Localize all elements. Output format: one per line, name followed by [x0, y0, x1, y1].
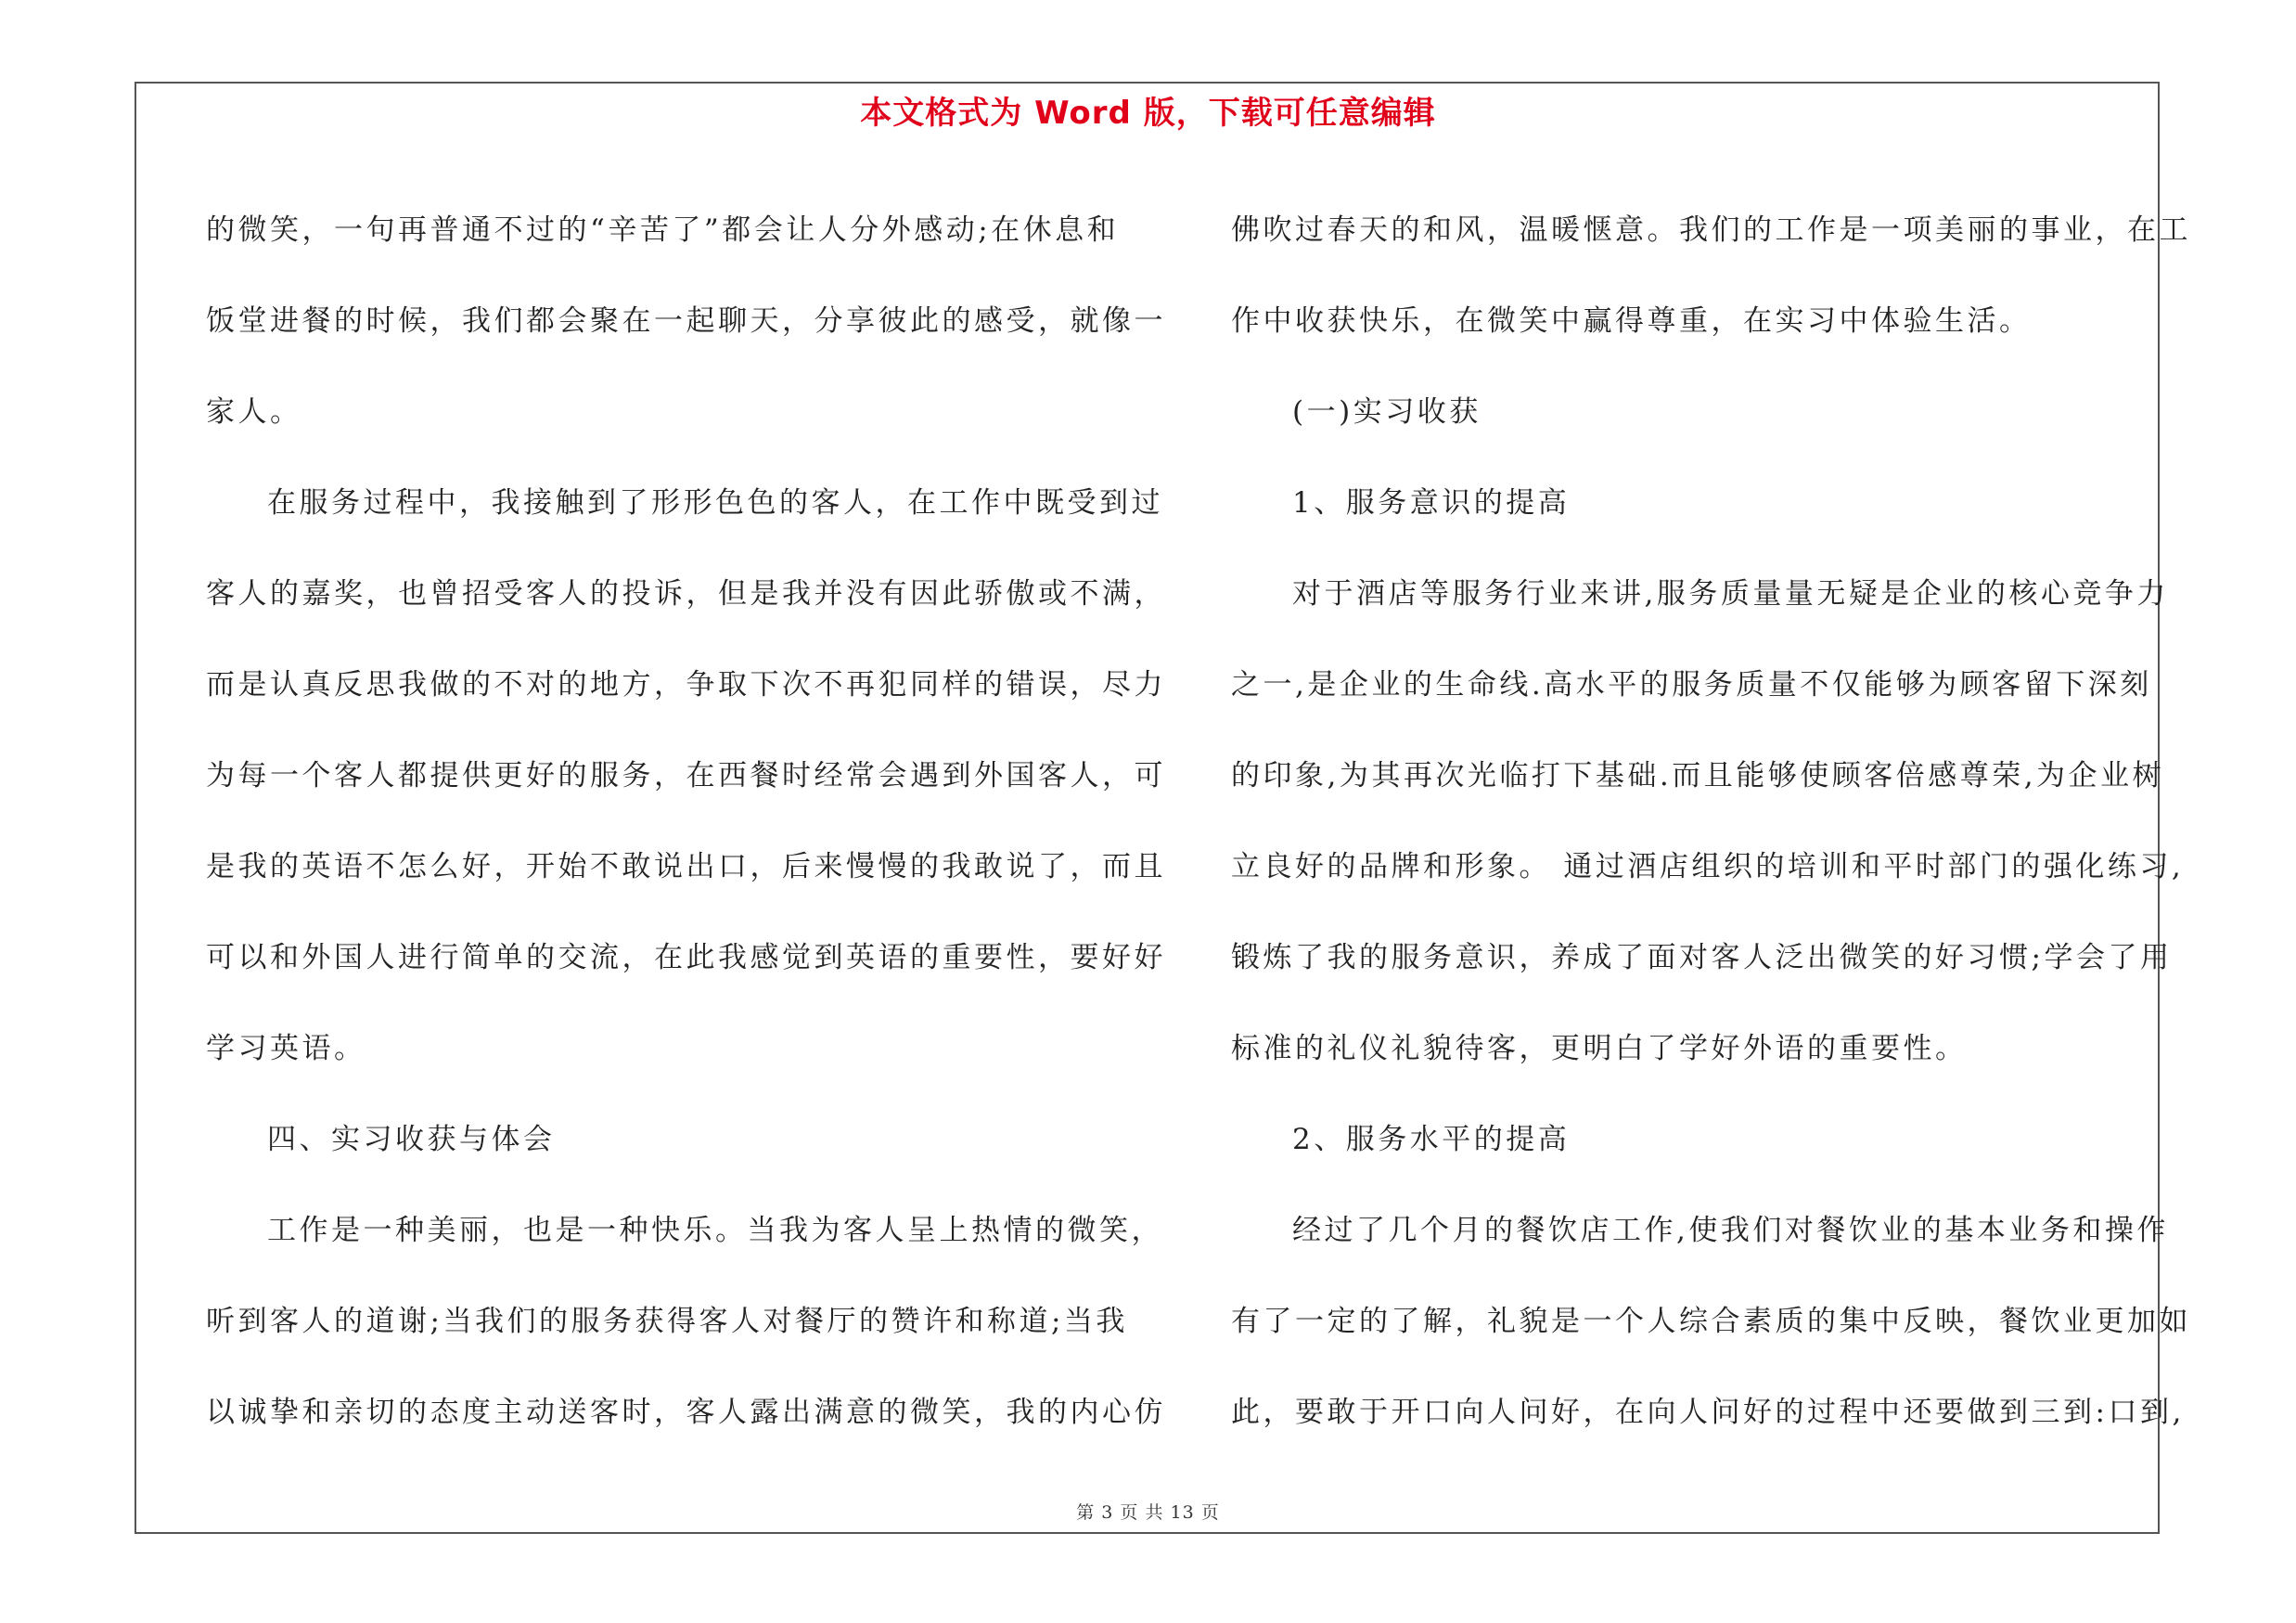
text-line: 之一,是企业的生命线.高水平的服务质量不仅能够为顾客留下深刻 [1231, 668, 2152, 702]
text-line: 标准的礼仪礼貌待客，更明白了学好外语的重要性。 [1231, 1032, 1968, 1065]
text-line: 对于酒店等服务行业来讲,服务质量量无疑是企业的核心竞争力 [1292, 577, 2169, 611]
text-line: 饭堂进餐的时候，我们都会聚在一起聊天，分享彼此的感受，就像一 [206, 304, 1166, 338]
right-column [1231, 185, 2191, 1458]
text-line: 2、服务水平的提高 [1292, 1123, 1571, 1156]
text-line: 是我的英语不怎么好，开始不敢说出口，后来慢慢的我敢说了，而且 [206, 850, 1166, 883]
text-line: 有了一定的了解，礼貌是一个人综合素质的集中反映，餐饮业更加如 [1231, 1305, 2191, 1338]
text-line: 学习英语。 [206, 1032, 366, 1065]
text-line: 佛吹过春天的和风，温暖惬意。我们的工作是一项美丽的事业，在工 [1231, 213, 2191, 247]
left-column [206, 185, 1166, 1458]
text-line: 而是认真反思我做的不对的地方，争取下次不再犯同样的错误，尽力 [206, 668, 1166, 702]
text-line: 的微笑，一句再普通不过的“辛苦了”都会让人分外感动;在休息和 [206, 213, 1120, 247]
text-line: 在服务过程中，我接触到了形形色色的客人，在工作中既受到过 [267, 486, 1163, 520]
text-line: 锻炼了我的服务意识，养成了面对客人泛出微笑的好习惯;学会了用 [1231, 941, 2173, 974]
page-number-footer: 第 3 页 共 13 页 [1076, 1502, 1220, 1523]
text-line: 经过了几个月的餐饮店工作,使我们对餐饮业的基本业务和操作 [1292, 1214, 2169, 1247]
text-line: 客人的嘉奖，也曾招受客人的投诉，但是我并没有因此骄傲或不满， [206, 577, 1166, 611]
text-line: 为每一个客人都提供更好的服务，在西餐时经常会遇到外国客人，可 [206, 759, 1166, 792]
text-line: 此，要敢于开口向人问好，在向人问好的过程中还要做到三到:口到, [1231, 1396, 2185, 1429]
text-line: 作中收获快乐，在微笑中赢得尊重，在实习中体验生活。 [1231, 304, 2032, 338]
text-line: 听到客人的道谢;当我们的服务获得客人对餐厅的赞许和称道;当我 [206, 1305, 1128, 1338]
text-line: 可以和外国人进行简单的交流，在此我感觉到英语的重要性，要好好 [206, 941, 1166, 974]
text-line: 工作是一种美丽，也是一种快乐。当我为客人呈上热情的微笑， [267, 1214, 1163, 1247]
text-line: 家人。 [206, 395, 302, 429]
text-line: 四、实习收获与体会 [267, 1123, 556, 1156]
text-line: 1、服务意识的提高 [1292, 486, 1571, 520]
text-line: 立良好的品牌和形象。 通过酒店组织的培训和平时部门的强化练习, [1231, 850, 2185, 883]
format-banner: 本文格式为 Word 版，下载可任意编辑 [860, 95, 1436, 132]
text-line: (一)实习收获 [1292, 395, 1481, 429]
text-line: 的印象,为其再次光临打下基础.而且能够使顾客倍感尊荣,为企业树 [1231, 759, 2165, 792]
text-line: 以诚挚和亲切的态度主动送客时，客人露出满意的微笑，我的内心仿 [206, 1396, 1166, 1429]
